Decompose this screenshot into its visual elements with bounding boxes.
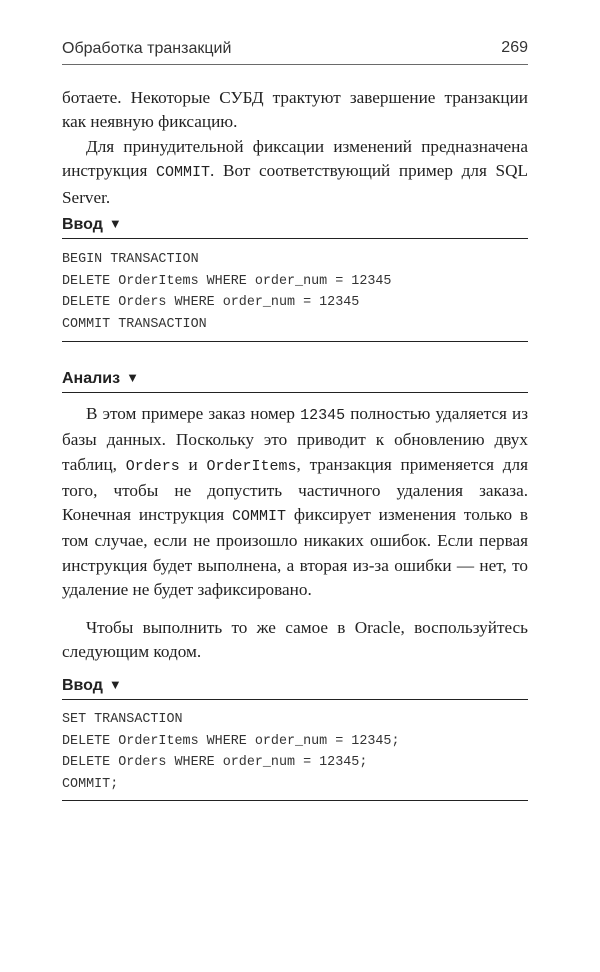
section-label-text: Ввод	[62, 677, 103, 694]
analysis-text: фиксирует изменения только в том случае, если не произошло никаких ошибок. Если первая инструкция будет выполнена, а вторая из-за ошибки — нет, то удаление не будет зафиксировано.	[62, 505, 528, 600]
section-heading-input-2	[62, 677, 528, 700]
code-block-1	[62, 249, 528, 335]
analysis-text: и	[179, 454, 207, 474]
section-label-text: Анализ	[62, 370, 121, 387]
intro-text-a: Для принудительной фиксации изменений предназначена инструкция	[62, 137, 528, 181]
section-label	[62, 216, 122, 234]
analysis-paragraph-1	[62, 402, 528, 602]
running-header	[62, 36, 528, 65]
intro-text-b: . Вот соответствующий пример для SQL Server.	[62, 161, 529, 207]
section-label-text: Ввод	[62, 216, 103, 233]
code-line: COMMIT;	[62, 776, 119, 792]
analysis-text: В этом примере заказ номер	[86, 404, 301, 423]
analysis-text: , транзакция применяется для того, чтобы не допустить частичного удаления заказа. Конечная инструкция	[62, 454, 529, 525]
code-line: SET TRANSACTION	[62, 712, 183, 727]
section-label	[62, 677, 122, 695]
analysis-paragraph-2: Чтобы выполнить то же самое в Oracle, воспользуйтесь следующим кодом.	[62, 618, 528, 662]
chapter-title: Обработка транзакций	[62, 40, 232, 57]
code-line: BEGIN TRANSACTION	[62, 252, 199, 267]
section-heading-analysis	[62, 370, 528, 393]
triangle-down-icon: ▼	[108, 216, 122, 231]
section-label	[62, 370, 139, 388]
inline-code-commit: COMMIT	[232, 508, 287, 526]
triangle-down-icon: ▼	[126, 370, 139, 385]
code-line: COMMIT TRANSACTION	[62, 316, 207, 332]
section-heading-input-1	[62, 216, 528, 239]
triangle-down-icon: ▼	[108, 677, 122, 692]
code-line: DELETE OrderItems WHERE order_num = 12345	[62, 273, 392, 289]
inline-code-orderitems: OrderItems	[206, 457, 297, 475]
inline-code-commit: COMMIT	[156, 164, 211, 182]
inline-code-orders: Orders	[125, 457, 180, 475]
code-block-divider	[62, 341, 528, 342]
code-line: DELETE Orders WHERE order_num = 12345;	[62, 755, 368, 771]
code-line: DELETE Orders WHERE order_num = 12345	[62, 295, 360, 311]
code-line: DELETE OrderItems WHERE order_num = 12345;	[62, 733, 400, 749]
intro-paragraph-2	[62, 135, 528, 210]
page-number: 269	[501, 39, 528, 56]
analysis-text: полностью удаляется из базы данных. Поскольку это приводит к обновлению двух таблиц,	[62, 404, 528, 474]
intro-paragraph-1: ботаете. Некоторые СУБД трактуют завершение транзакции как неявную фиксацию.	[62, 88, 528, 132]
inline-code-order-num: 12345	[300, 407, 346, 424]
code-block-divider	[62, 800, 528, 801]
code-block-2	[62, 709, 528, 795]
